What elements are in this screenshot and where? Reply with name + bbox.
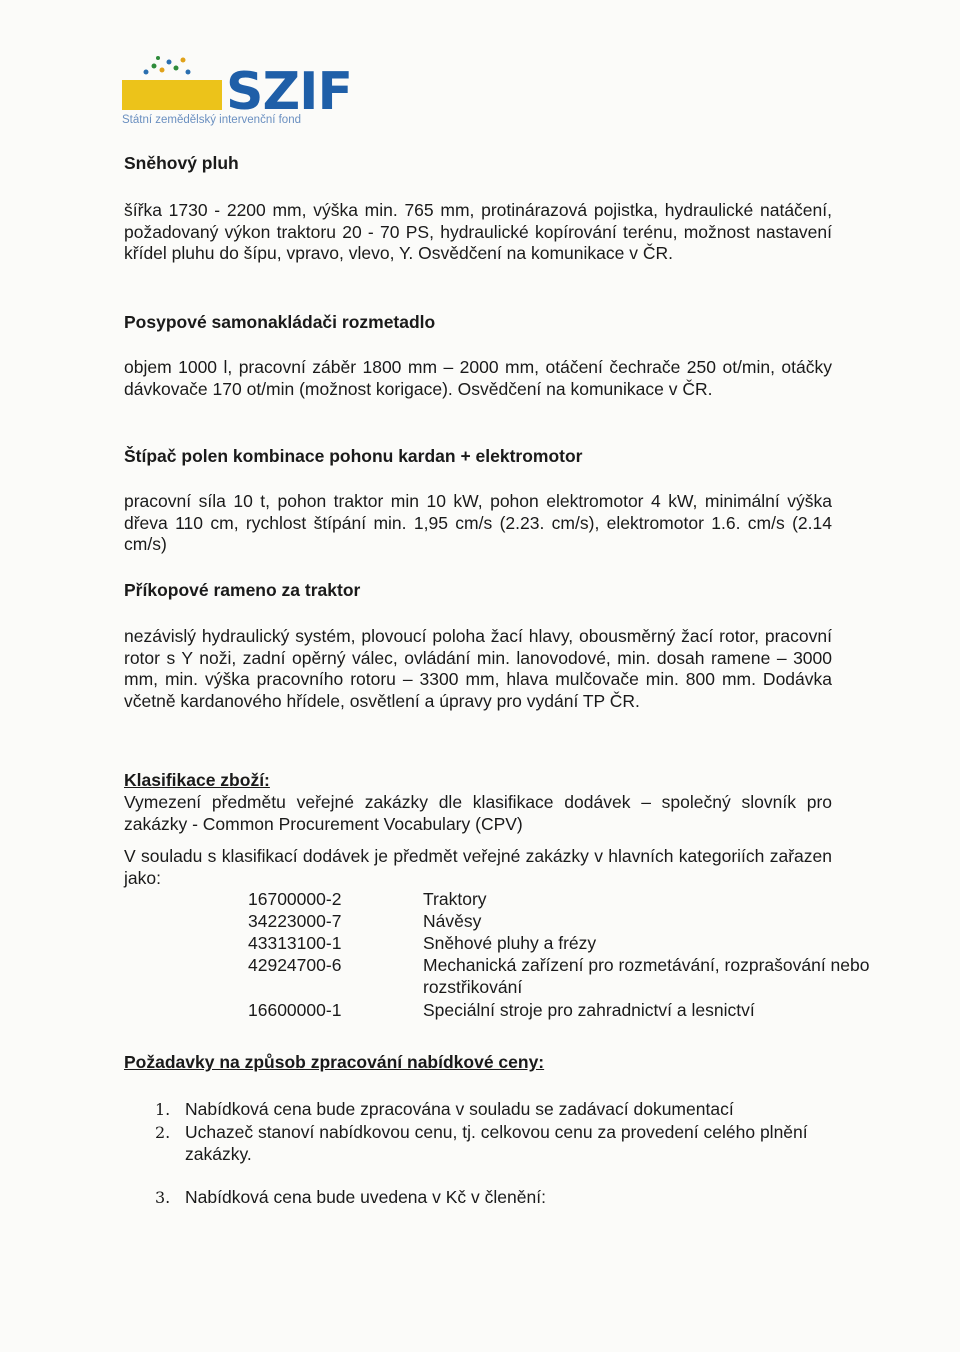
szif-logo	[122, 52, 352, 132]
cpv-code: 43313100-1	[248, 933, 342, 953]
cpv-code: 16600000-1	[248, 1000, 342, 1020]
cpv-label: Mechanická zařízení pro rozmetávání, rozprašování nebo rozstřikování	[423, 955, 870, 997]
cpv-code: 42924700-6	[248, 955, 342, 975]
cpv-label: Návěsy	[423, 911, 482, 931]
splitter-title: Štípač polen kombinace pohonu kardan + elektromotor	[124, 446, 583, 466]
logo-bar	[122, 80, 222, 110]
cpv-label: Speciální stroje pro zahradnictví a lesnictví	[423, 1000, 755, 1020]
cpv-code: 34223000-7	[248, 911, 342, 931]
pricing-title: Požadavky na způsob zpracování nabídkové ceny:	[124, 1052, 545, 1072]
list-text: Uchazeč stanoví nabídkovou cenu, tj. celkovou cenu za provedení celého plnění zakázky.	[185, 1122, 808, 1164]
cpv-label: Traktory	[423, 889, 487, 909]
list-number: 1.	[155, 1100, 171, 1119]
cpv-label: Sněhové pluhy a frézy	[423, 933, 597, 953]
classification-title: Klasifikace zboží:	[124, 770, 270, 790]
classification-intro: Vymezení předmětu veřejné zakázky dle klasifikace dodávek – společný slovník pro zakázky - Common Procurement Vocabulary (CPV)	[124, 792, 832, 834]
ditch-arm-title: Příkopové rameno za traktor	[124, 580, 361, 600]
spreader-title: Posypové samonakládači rozmetadlo	[124, 312, 436, 332]
logo-subtitle: Státní zemědělský intervenční fond	[122, 114, 301, 126]
classification-lead: V souladu s klasifikací dodávek je předmět veřejné zakázky v hlavních kategoriích zařazen jako:	[124, 846, 832, 888]
logo-text: SZIF	[226, 62, 353, 122]
list-number: 2.	[155, 1123, 171, 1142]
snow-plough-title: Sněhový pluh	[124, 153, 239, 173]
list-text: Nabídková cena bude uvedena v Kč v členění:	[185, 1187, 546, 1207]
list-number: 3.	[155, 1188, 171, 1207]
ditch-arm-text: nezávislý hydraulický systém, plovoucí poloha žací hlavy, obousměrný žací rotor, pracovní rotor s Y noži, zadní opěrný válec, ovládání min. lanovodové, min. dosah ramene – 3000 mm, min. výška pracovního rotoru – 3300 mm, hlava mulčovače min. 800 mm. Dodávka včetně kardanového hřídele, osvětlení a úpravy pro vydání TP ČR.	[124, 626, 832, 711]
list-text: Nabídková cena bude zpracována v souladu se zadávací dokumentací	[185, 1099, 734, 1119]
snow-plough-text: šířka 1730 - 2200 mm, výška min. 765 mm, protinárazová pojistka, hydraulické natáčení, požadovaný výkon traktoru 20 - 70 PS, hydraulické kopírování terénu, možnost nastavení křídel pluhu do šípu, vpravo, vlevo, Y. Osvědčení na komunikace v ČR.	[124, 200, 832, 263]
cpv-code: 16700000-2	[248, 889, 342, 909]
spreader-text: objem 1000 l, pracovní záběr 1800 mm – 2000 mm, otáčení čechrače 250 ot/min, otáčky dávkovače 170 ot/min (možnost korigace). Osvědčení na komunikace v ČR.	[124, 357, 832, 399]
splitter-text: pracovní síla 10 t, pohon traktor min 10 kW, pohon elektromotor 4 kW, minimální výška dřeva 110 cm, rychlost štípání min. 1,95 cm/s (2.23. cm/s), elektromotor 1.6. cm/s (2.14 cm/s)	[124, 491, 832, 554]
wheat-icon	[136, 52, 196, 80]
